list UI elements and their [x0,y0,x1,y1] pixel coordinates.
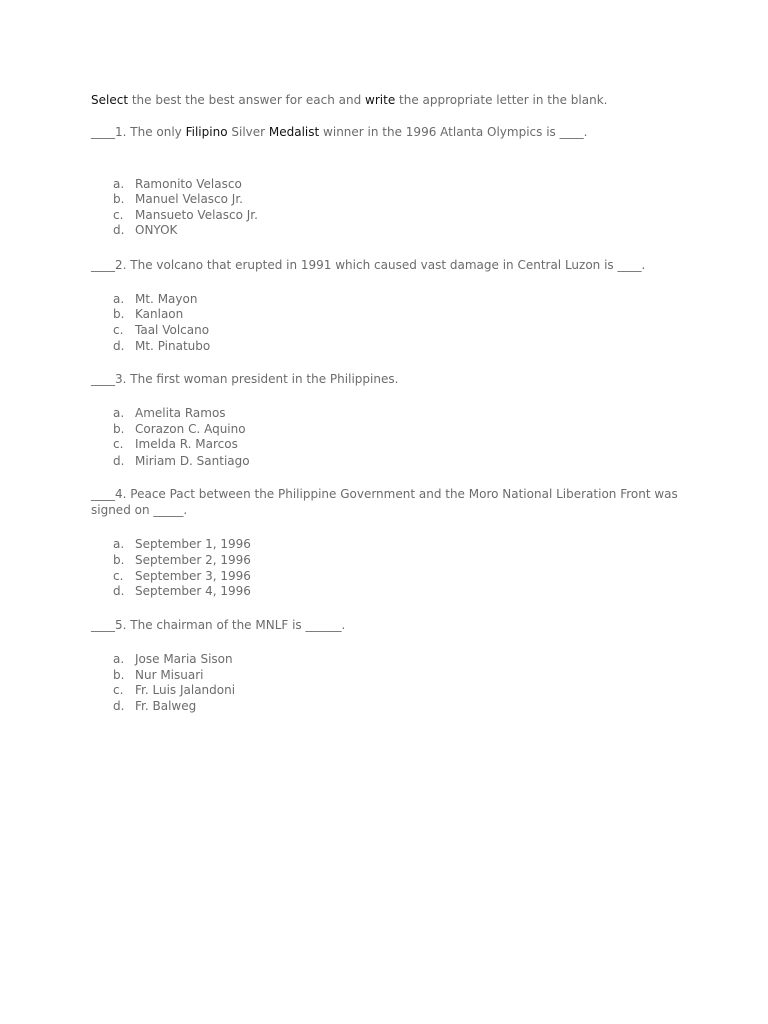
option-text: Ramonito Velasco [135,177,242,191]
option-letter: b. [113,307,125,321]
option-2b [113,306,183,322]
option-1c [113,207,258,223]
option-5c [113,682,235,698]
option-1b [113,191,243,207]
option-3d [113,453,250,469]
question-text-part: Silver [227,125,269,139]
question-number: 1 [115,125,123,139]
answer-blank: ____ [91,372,115,386]
option-text: Jose Maria Sison [135,652,233,666]
option-letter: c. [113,683,124,697]
option-text: Miriam D. Santiago [135,454,250,468]
question-text-part: winner in the 1996 Atlanta Olympics is ____. [319,125,588,139]
option-letter: d. [113,454,125,468]
option-text: September 3, 1996 [135,569,251,583]
option-2c [113,322,209,338]
option-letter: d. [113,223,125,237]
question-text-part: Medalist [268,125,320,139]
option-1a [113,176,242,192]
question-text-part: . The only [122,125,186,139]
option-text: Imelda R. Marcos [135,437,238,451]
option-letter: d. [113,584,125,598]
option-letter: d. [113,339,125,353]
option-3b [113,421,246,437]
question-text: . The chairman of the MNLF is ______. [122,618,346,632]
option-letter: b. [113,668,125,682]
option-letter: c. [113,208,124,222]
option-text: Mt. Mayon [135,292,198,306]
option-3c [113,436,238,452]
option-4a [113,536,251,552]
option-text: Kanlaon [135,307,184,321]
option-letter: b. [113,192,125,206]
option-text: Amelita Ramos [135,406,226,420]
question-5 [91,617,691,633]
question-number: 4 [115,487,123,501]
option-1d [113,222,177,238]
option-letter: a. [113,177,125,191]
question-2 [91,257,691,273]
question-number: 3 [115,372,123,386]
question-3 [91,371,691,387]
question-text: . The volcano that erupted in 1991 which caused vast damage in Central Luzon is ____. [122,258,646,272]
question-text: . Peace Pact between the Philippine Government and the Moro National Liberation Front was signed on _____. [91,487,678,517]
option-letter: c. [113,569,124,583]
instructions-word-select: Select [91,93,129,107]
option-letter: c. [113,323,124,337]
option-letter: a. [113,652,125,666]
instructions-line [91,92,691,108]
option-text: ONYOK [135,223,178,237]
option-3a [113,405,226,421]
option-4d [113,583,251,599]
answer-blank: ____ [91,125,115,139]
question-text: . The first woman president in the Philippines. [122,372,399,386]
option-text: Corazon C. Aquino [135,422,246,436]
option-4b [113,552,251,568]
option-letter: b. [113,422,125,436]
option-letter: c. [113,437,124,451]
option-text: Mansueto Velasco Jr. [135,208,258,222]
question-number: 2 [115,258,123,272]
option-text: Mt. Pinatubo [135,339,211,353]
option-4c [113,568,251,584]
question-text-part: Filipino [185,125,228,139]
instructions-word-write: write [365,93,396,107]
option-text: September 2, 1996 [135,553,251,567]
question-4 [91,486,691,518]
answer-blank: ____ [91,258,115,272]
option-letter: a. [113,292,125,306]
instructions-text-2: the appropriate letter in the blank. [395,93,608,107]
option-2d [113,338,210,354]
option-text: September 1, 1996 [135,537,251,551]
option-letter: a. [113,537,125,551]
option-text: Fr. Balweg [135,699,197,713]
option-text: Fr. Luis Jalandoni [135,683,236,697]
option-letter: b. [113,553,125,567]
answer-blank: ____ [91,618,115,632]
answer-blank: ____ [91,487,115,501]
option-letter: d. [113,699,125,713]
question-number: 5 [115,618,123,632]
option-letter: a. [113,406,125,420]
option-text: September 4, 1996 [135,584,251,598]
option-text: Taal Volcano [135,323,210,337]
option-text: Manuel Velasco Jr. [135,192,243,206]
option-5d [113,698,196,714]
question-1 [91,124,691,140]
option-5b [113,667,204,683]
option-text: Nur Misuari [135,668,204,682]
option-5a [113,651,233,667]
option-2a [113,291,197,307]
instructions-text-1: the best the best answer for each and [128,93,366,107]
